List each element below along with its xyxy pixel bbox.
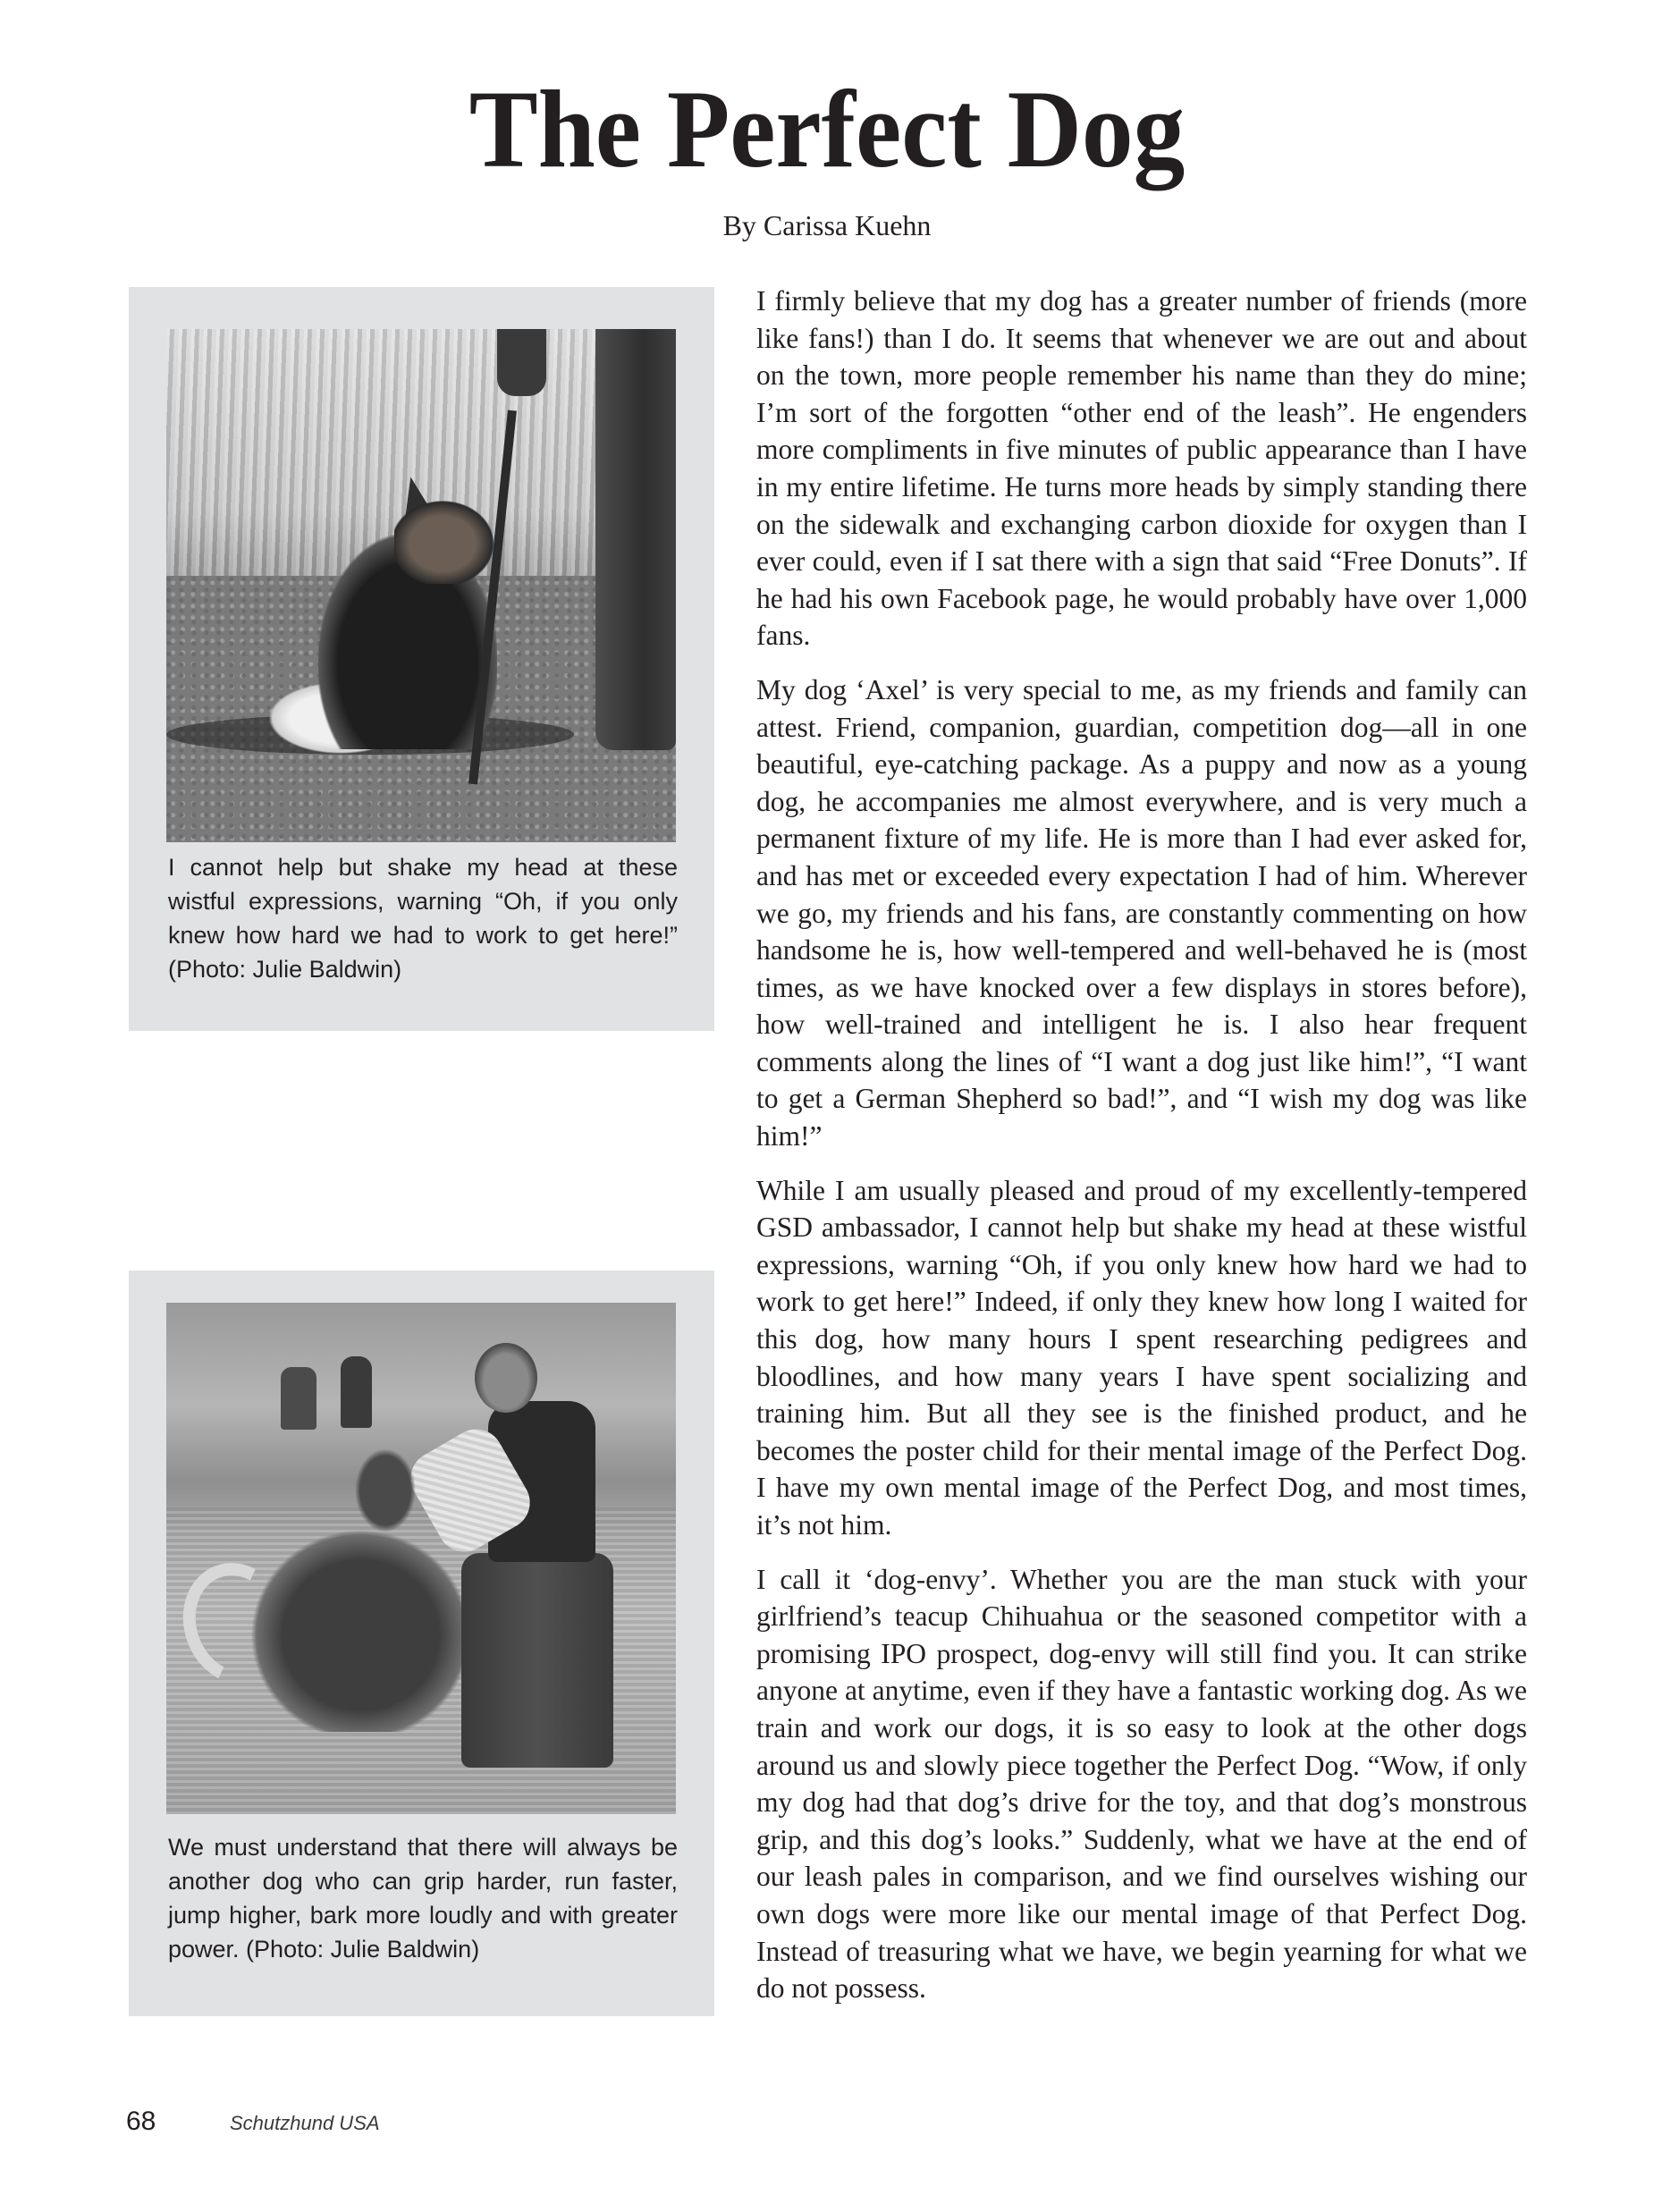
photo-handler-hand [497,329,546,396]
photo-caption-1: I cannot help but shake my head at these wistful expressions, warning “Oh, if you only knew how hard we had to work to get here!” (Photo: Julie Baldwin) [168,854,678,983]
photo-dog-head [394,494,502,584]
article-paragraph: While I am usually pleased and proud of my excellently-tempered GSD ambassador, I cannot help but shake my head at these wistful expressions, warning “Oh, if you only knew how hard we had to work to get here!” Indeed, if only they knew how long I waited for this dog, how many hours I spent researching pedigrees and bloodlines, and how many years I have spent socializing and training him. But all they see is the finished product, and he becomes the poster child for their mental image of the Perfect Dog. I have my own mental image of the Perfect Dog, and most times, it’s not him. [756,1174,1527,1541]
article-byline: By Carissa Kuehn [722,209,932,241]
article-body [756,283,1527,2024]
photo-handler-legs [595,329,676,750]
article-paragraph: My dog ‘Axel’ is very special to me, as my friends and family can attest. Friend, companion, guardian, competition dog—all in one beautiful, eye-catching package. As a puppy and now as a young dog, he accompanies me almost everywhere, and is very much a permanent fixture of my life. He is more than I had ever asked for, and has met or exceeded every expectation I had of him. Wherever we go, my friends and his fans, are constantly commenting on how handsome he is, how well-tempered and well-behaved he is (most times, as we have knocked over a few displays in stores before), how well-trained and intelligent he is. I also hear frequent comments along the lines of “I want a dog just like him!”, “I want to get a German Shepherd so bad!”, and “I wish my dog was like him!” [756,673,1527,1152]
photo-helper-bite-pants [461,1553,613,1768]
photo-sidebar-2 [129,1271,714,2016]
photo-sidebar-1 [129,287,714,1031]
photo-dog-sitting-leash [166,329,676,842]
photo-dog-body [238,1517,461,1732]
article-title: The Perfect Dog [468,68,1186,190]
article-paragraph: I firmly believe that my dog has a greater number of friends (more like fans!) than I do. It seems that whenever we are out and about on the town, more people remember his name than they do mine; I’m sort of the forgotten “other end of the leash”. He engenders more compliments in five minutes of public appearance than I have in my entire lifetime. He turns more heads by simply standing there on the sidewalk and exchanging carbon dioxide for oxygen than I ever could, even if I sat there with a sign that said “Free Donuts”. If he had his own Facebook page, he would probably have over 1,000 fans. [756,285,1527,652]
article-paragraph: I call it ‘dog-envy’. Whether you are the man stuck with your girlfriend’s teacup Chihuahua or the seasoned competitor with a promising IPO prospect, dog-envy will still find you. It can strike anyone at anytime, even if they have a fantastic working dog. As we train and work our dogs, it is so easy to look at the other dogs around us and slowly piece together the Perfect Dog. “Wow, if only my dog had that dog’s drive for the toy, and that dog’s monstrous grip, and this dog’s looks.” Suddenly, what we have at the end of our leash pales in comparison, and we find ourselves wishing our own dogs were more like our mental image of that Perfect Dog. Instead of treasuring what we have, we begin yearning for what we do not possess. [756,1563,1527,2005]
photo-background-person [281,1367,316,1430]
photo-dog-head [350,1441,421,1540]
photo-caption-2: We must understand that there will always be another dog who can grip harder, run faster, jump higher, bark more loudly and with greater power. (Photo: Julie Baldwin) [168,1834,678,1963]
page-number: 68 [126,2106,156,2136]
publication-name: Schutzhund USA [230,2112,380,2134]
photo-helper-head [475,1343,537,1413]
photo-background-person [341,1356,372,1428]
photo-dog-and-helper [166,1303,676,1814]
